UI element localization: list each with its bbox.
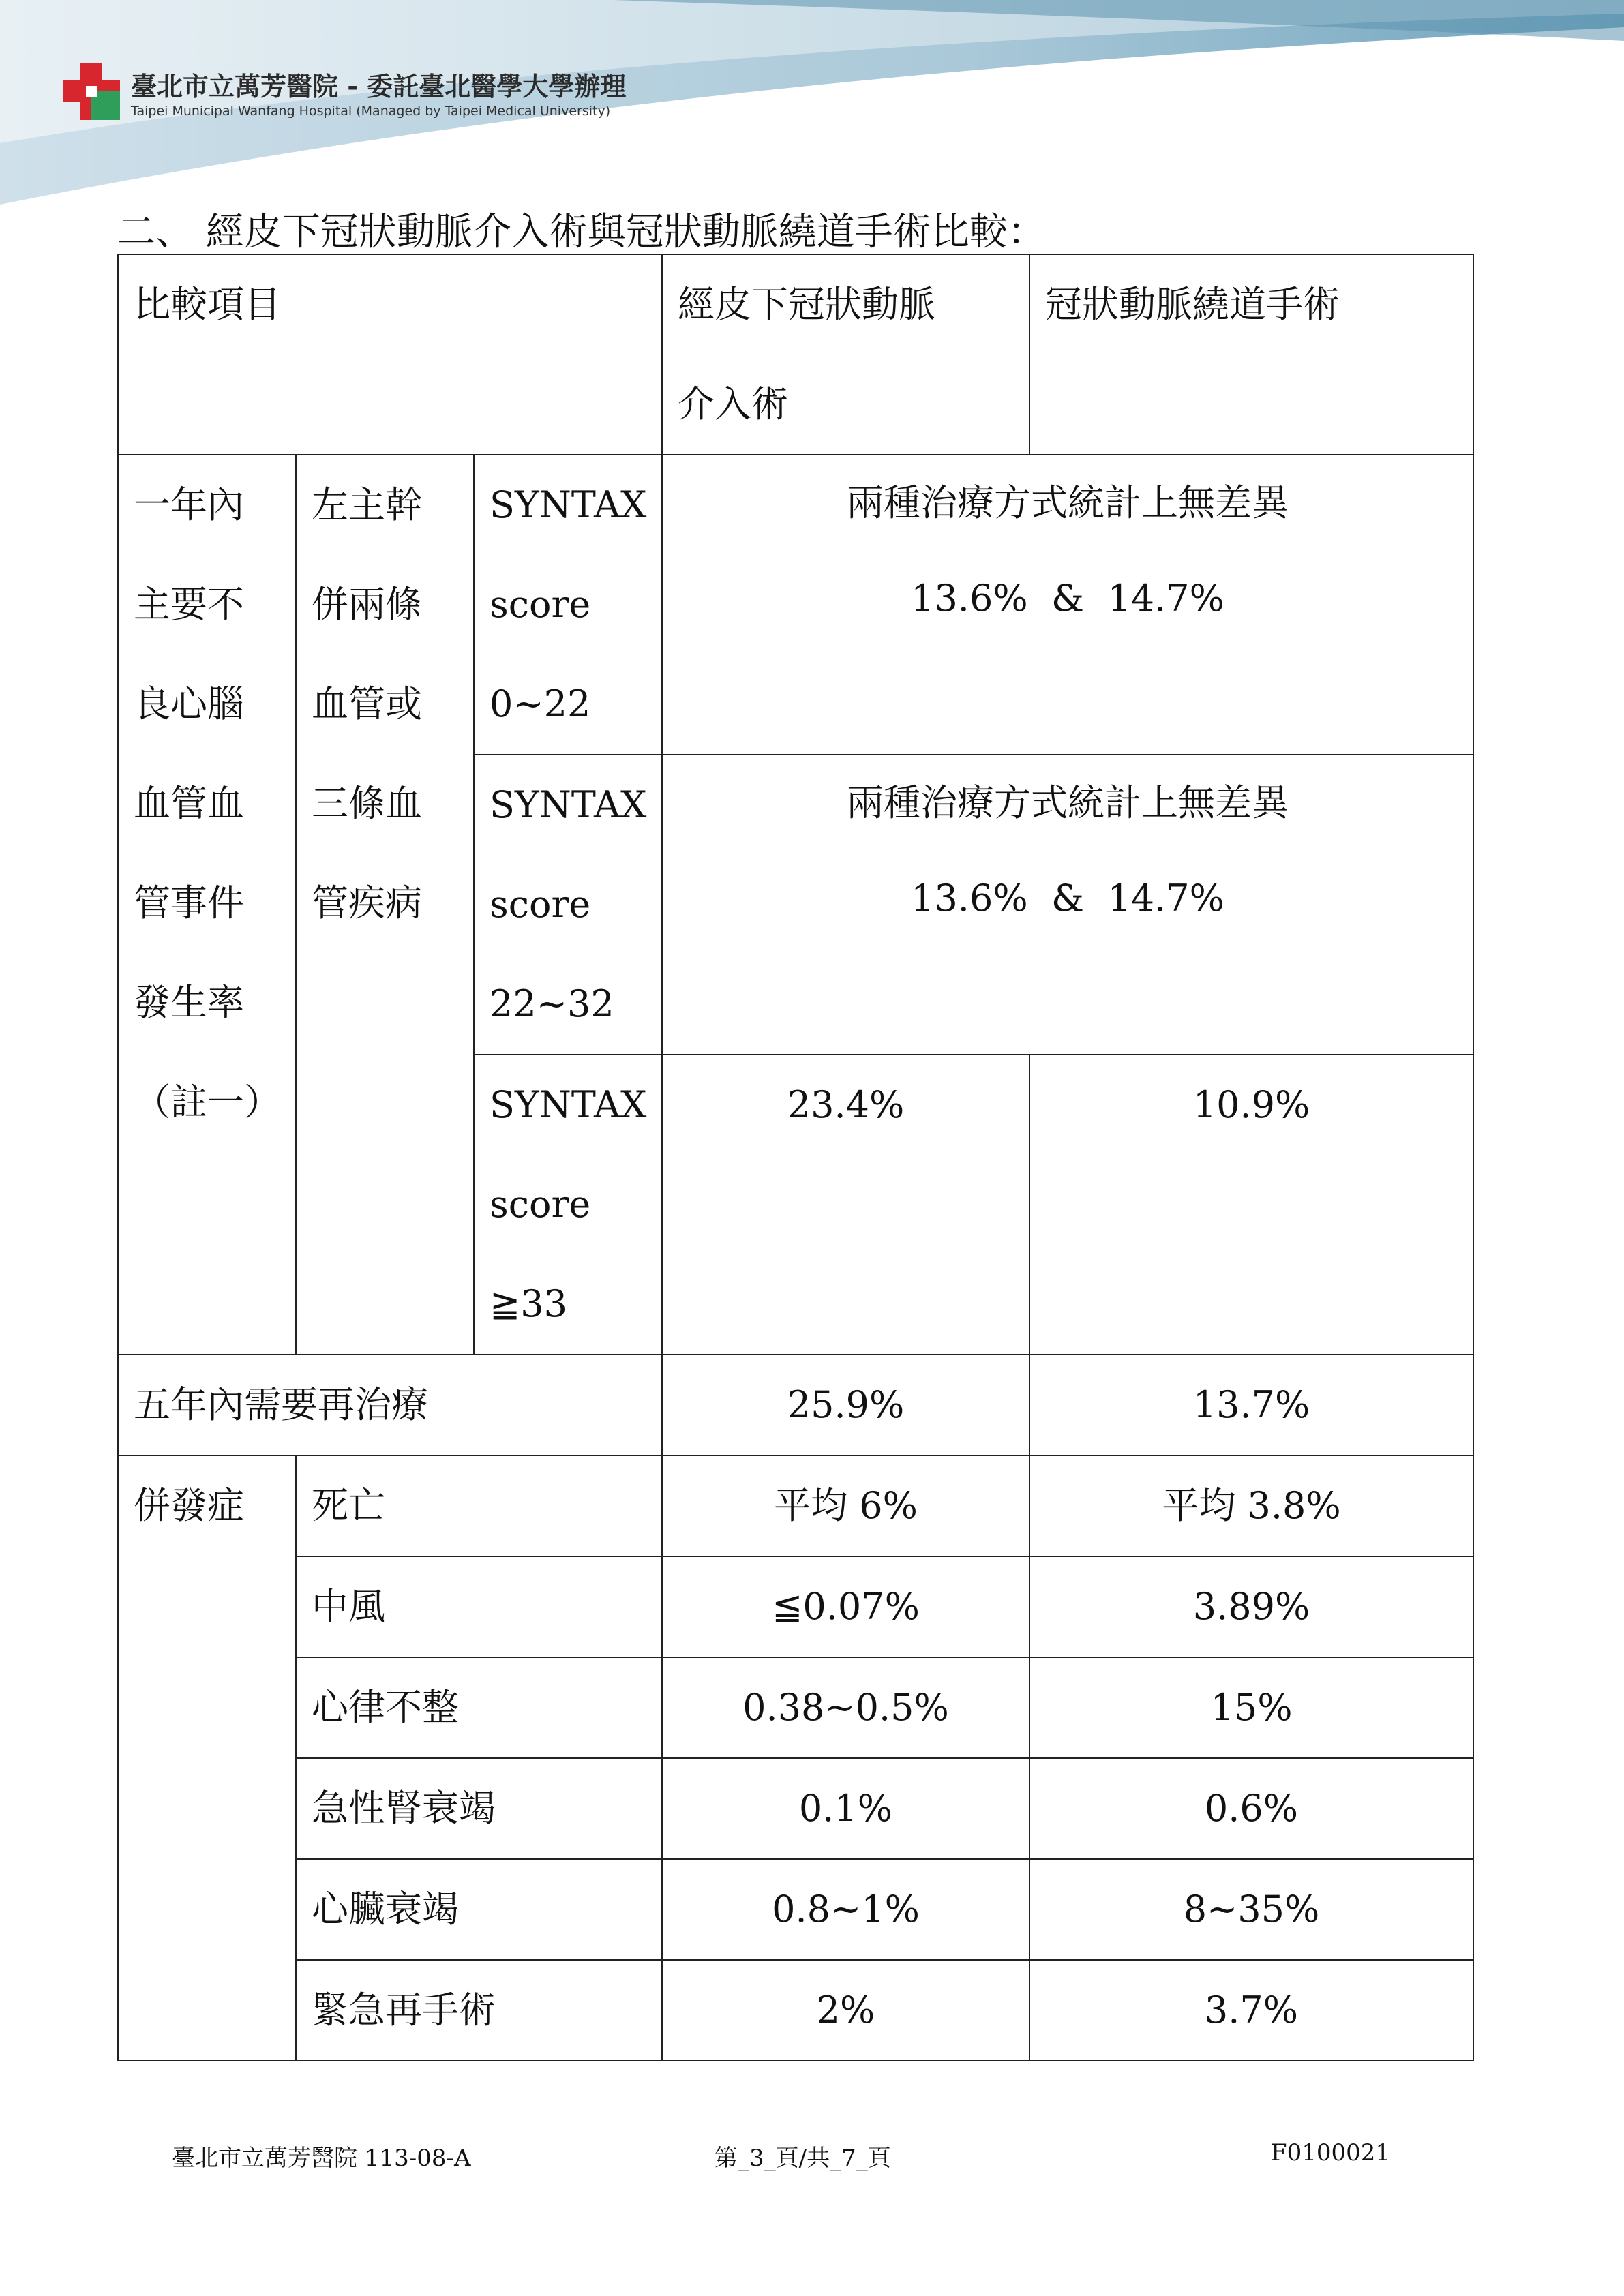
retreat-cabg: 13.7% (1029, 1355, 1473, 1455)
subgroup-line: 血管或 (312, 682, 422, 725)
complication-name: 心臟衰竭 (296, 1859, 662, 1960)
syntax-line: ≧33 (490, 1282, 567, 1325)
header-item: 比較項目 (118, 254, 662, 455)
complication-cabg: 15% (1029, 1657, 1473, 1758)
mace-label-line: 一年內 (134, 483, 244, 526)
mace-label-line: 管事件 (134, 881, 244, 924)
complication-cabg: 平均 3.8% (1029, 1455, 1473, 1556)
complication-row (118, 1859, 1473, 1960)
mace-label-line: 主要不 (134, 583, 244, 626)
pci-value-syntax-high: 23.4% (662, 1055, 1029, 1355)
complication-row (118, 1657, 1473, 1758)
complication-name: 死亡 (296, 1455, 662, 1556)
header-pci-line1: 經皮下冠狀動脈 (678, 283, 936, 326)
hospital-logo (60, 60, 123, 123)
footer-form-code: F0100021 (1271, 2139, 1391, 2166)
syntax-line: score (490, 883, 591, 926)
table-row-syntax-low (118, 455, 1473, 755)
complication-name: 心律不整 (296, 1657, 662, 1758)
comparison-table (117, 254, 1474, 2061)
syntax-line: score (490, 1183, 591, 1226)
merged-result-low (662, 455, 1473, 755)
syntax-high (474, 1055, 662, 1355)
complication-row (118, 1758, 1473, 1859)
complications-label: 併發症 (118, 1455, 296, 2061)
header-pci-line2: 介入術 (678, 382, 789, 425)
merged-result-values: 13.6% & 14.7% (911, 577, 1224, 620)
mace-label (118, 455, 296, 1355)
complication-row (118, 1960, 1473, 2061)
syntax-line: SYNTAX (490, 483, 647, 526)
complication-cabg: 3.89% (1029, 1556, 1473, 1657)
syntax-line: score (490, 583, 591, 626)
header-pci (662, 254, 1029, 455)
complication-cabg: 3.7% (1029, 1960, 1473, 2061)
merged-result-text: 兩種治療方式統計上無差異 (847, 481, 1289, 524)
syntax-line: SYNTAX (490, 783, 647, 826)
syntax-line: 0~22 (490, 682, 591, 725)
complication-name: 緊急再手術 (296, 1960, 662, 2061)
complication-pci: 0.8~1% (662, 1859, 1029, 1960)
merged-result-text: 兩種治療方式統計上無差異 (847, 781, 1289, 824)
hospital-name-en: Taipei Municipal Wanfang Hospital (Managed by Taipei Medical University) (131, 104, 611, 119)
complication-row (118, 1556, 1473, 1657)
syntax-mid (474, 755, 662, 1055)
complication-pci: 2% (662, 1960, 1029, 2061)
syntax-line: SYNTAX (490, 1083, 647, 1126)
complication-name: 急性腎衰竭 (296, 1758, 662, 1859)
mace-label-line: （註一） (134, 1081, 281, 1123)
mace-label-line: 良心腦 (134, 682, 244, 725)
subgroup-line: 管疾病 (312, 881, 422, 924)
subgroup-line: 左主幹 (312, 483, 422, 526)
merged-result-mid (662, 755, 1473, 1055)
section-title: 二、 經皮下冠狀動脈介入術與冠狀動脈繞道手術比較： (117, 210, 1046, 254)
complication-pci: 平均 6% (662, 1455, 1029, 1556)
syntax-line: 22~32 (490, 982, 614, 1025)
table-row-retreat (118, 1355, 1473, 1455)
mace-label-line: 血管血 (134, 782, 244, 825)
complication-pci: ≦0.07% (662, 1556, 1029, 1657)
table-header-row (118, 254, 1473, 455)
mace-subgroup (296, 455, 474, 1355)
complication-cabg: 0.6% (1029, 1758, 1473, 1859)
footer-page-number: 第_3_頁/共_7_頁 (715, 2145, 891, 2172)
syntax-low (474, 455, 662, 755)
complication-pci: 0.38~0.5% (662, 1657, 1029, 1758)
complication-row (118, 1455, 1473, 1556)
complication-name: 中風 (296, 1556, 662, 1657)
hospital-name-zh: 臺北市立萬芳醫院 - 委託臺北醫學大學辦理 (131, 72, 627, 102)
merged-result-values: 13.6% & 14.7% (911, 877, 1224, 920)
cabg-value-syntax-high: 10.9% (1029, 1055, 1473, 1355)
retreat-label: 五年內需要再治療 (118, 1355, 662, 1455)
subgroup-line: 三條血 (312, 782, 422, 825)
footer-document-id: 臺北市立萬芳醫院 113-08-A (172, 2145, 471, 2172)
complication-cabg: 8~35% (1029, 1859, 1473, 1960)
header-cabg: 冠狀動脈繞道手術 (1029, 254, 1473, 455)
retreat-pci: 25.9% (662, 1355, 1029, 1455)
mace-label-line: 發生率 (134, 981, 244, 1024)
subgroup-line: 併兩條 (312, 583, 422, 626)
complication-pci: 0.1% (662, 1758, 1029, 1859)
